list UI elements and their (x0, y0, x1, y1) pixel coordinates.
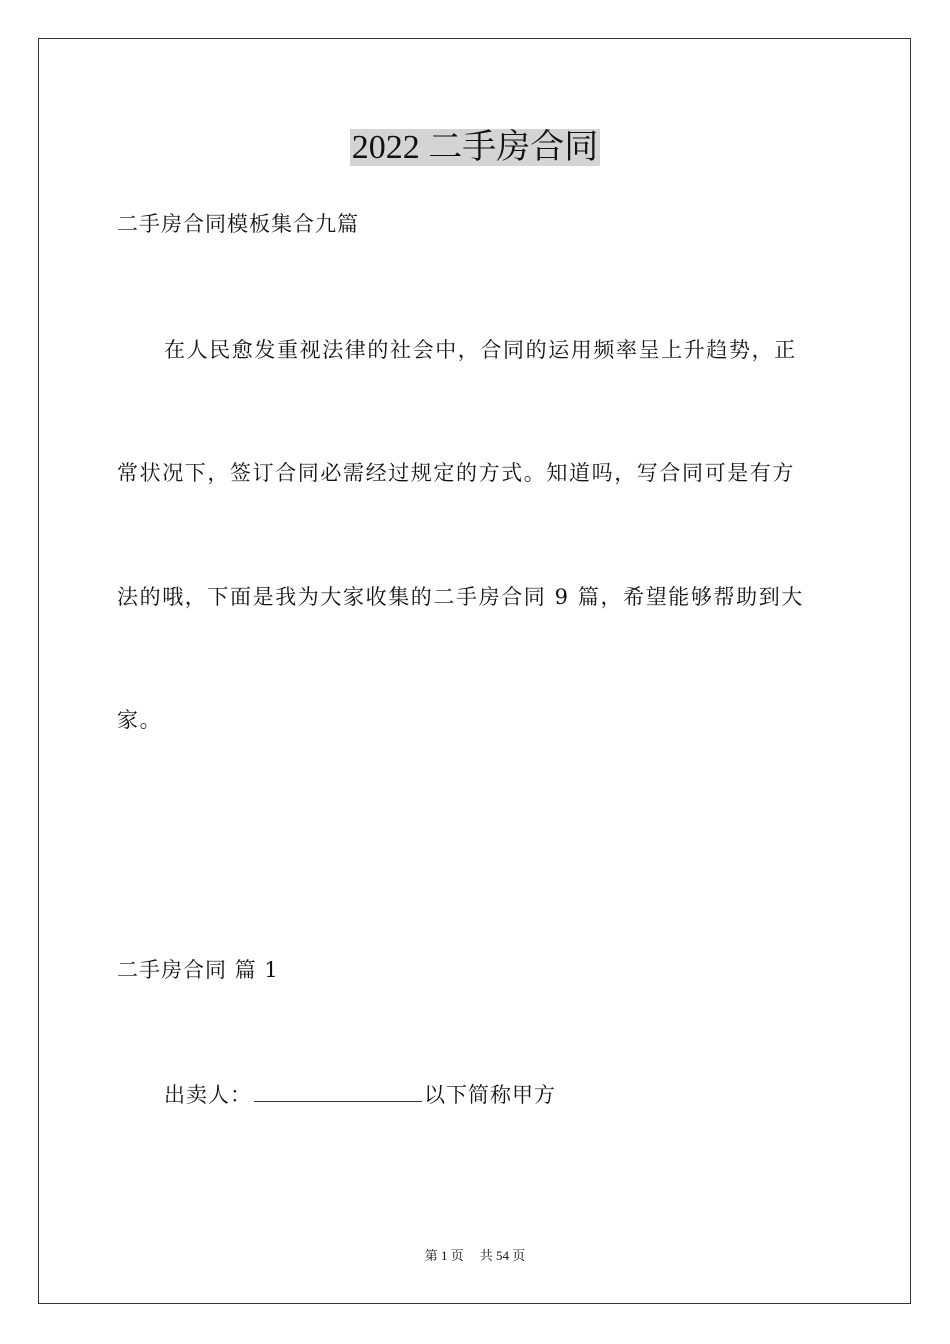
intro-line-3: 法的哦，下面是我为大家收集的二手房合同 9 篇，希望能够帮助到大 (117, 585, 804, 609)
page-footer (0, 1246, 950, 1266)
intro-line-4: 家。 (117, 708, 163, 732)
document-subtitle: 二手房合同模板集合九篇 (117, 212, 359, 236)
intro-line-2: 常状况下，签订合同必需经过规定的方式。知道吗，写合同可是有方 (117, 461, 795, 485)
seller-blank-field[interactable] (254, 1079, 422, 1102)
page-current: 第 1 页 (424, 1248, 464, 1263)
intro-line-1: 在人民愈发重视法律的社会中，合同的运用频率呈上升趋势，正 (164, 338, 797, 362)
seller-line (164, 1079, 556, 1110)
seller-suffix: 以下简称甲方 (424, 1083, 556, 1107)
seller-label: 出卖人： (164, 1083, 252, 1107)
document-title-text: 2022 二手房合同 (351, 129, 599, 166)
section-heading: 二手房合同 篇 1 (117, 958, 279, 982)
page-total: 共 54 页 (479, 1248, 526, 1263)
document-title (0, 126, 950, 170)
